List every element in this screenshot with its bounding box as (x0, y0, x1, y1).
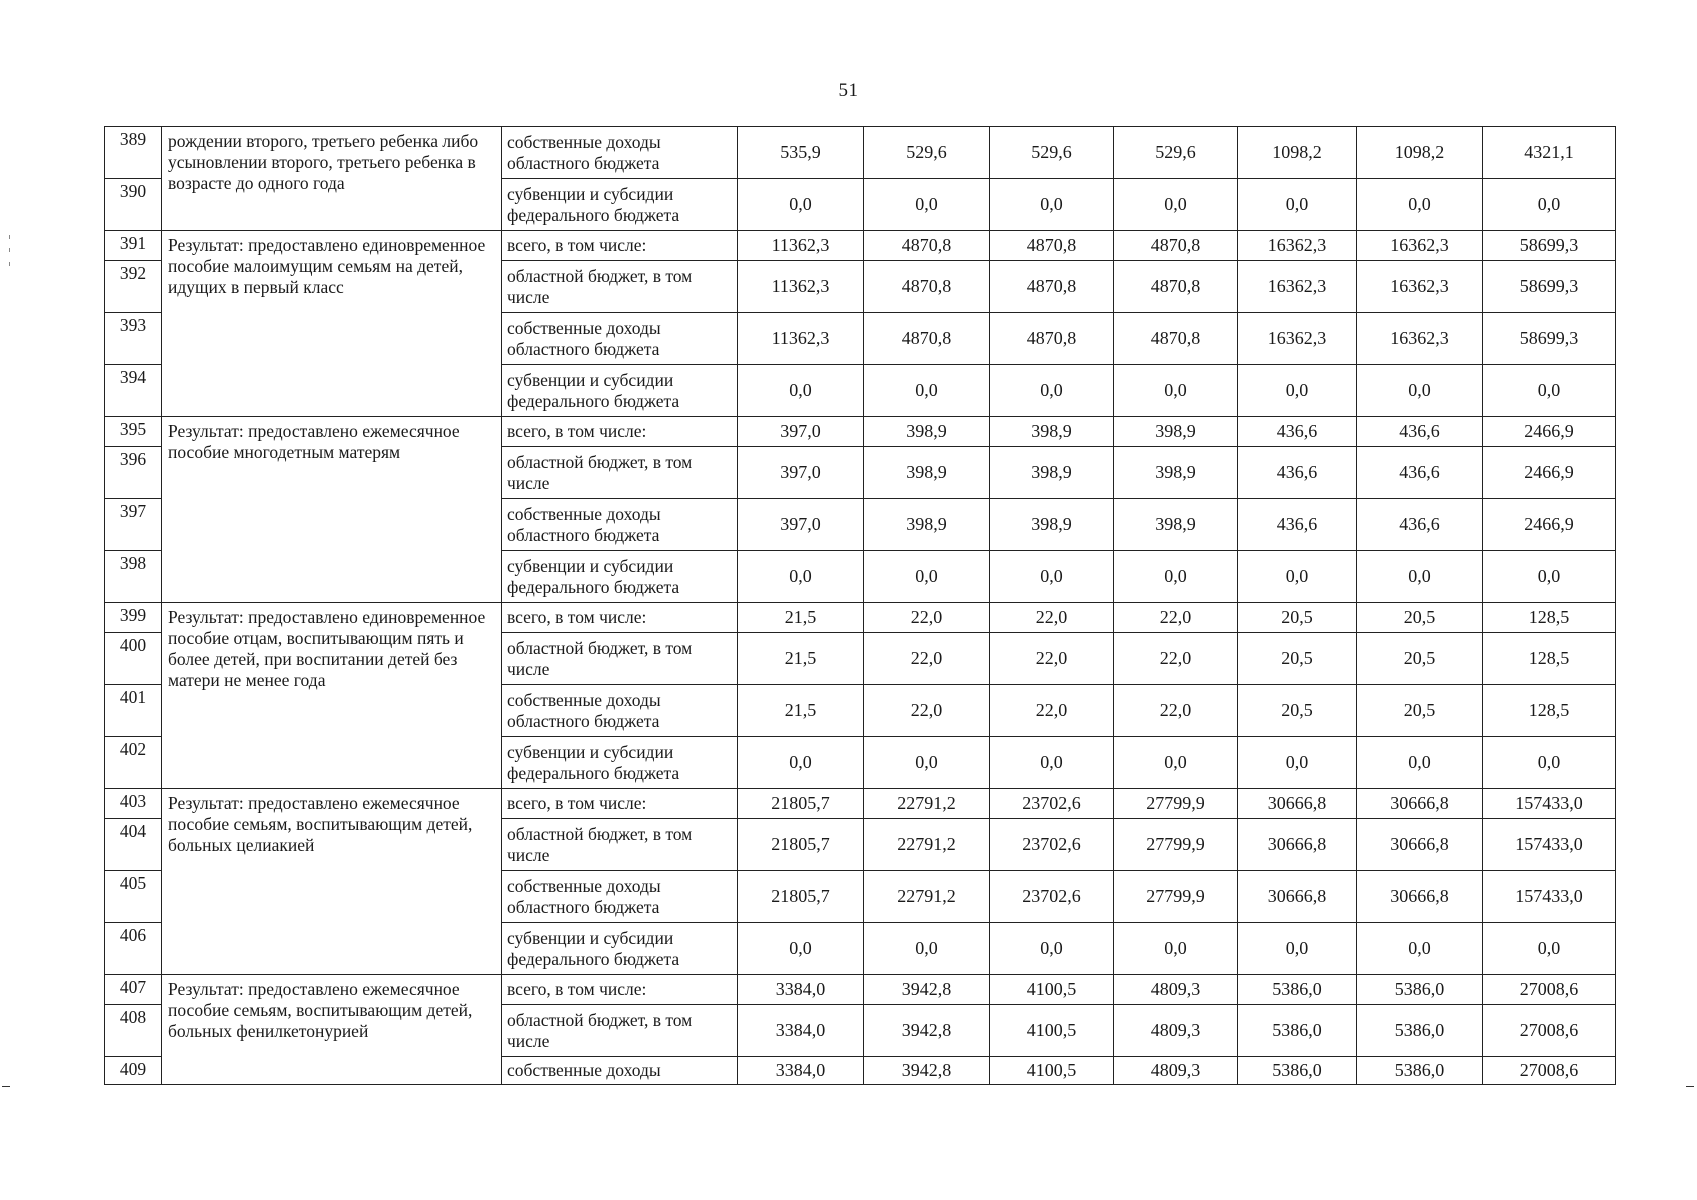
year-value: 22,0 (990, 685, 1114, 737)
margin-tick (9, 262, 10, 266)
year-value: 0,0 (1357, 923, 1483, 975)
year-value: 23702,6 (990, 819, 1114, 871)
table-row (105, 975, 1616, 1005)
funding-source: всего, в том числе: (502, 975, 738, 1005)
year-value: 4100,5 (990, 1057, 1114, 1085)
row-number: 405 (105, 871, 162, 923)
row-number: 406 (105, 923, 162, 975)
row-number: 400 (105, 633, 162, 685)
year-value: 436,6 (1238, 499, 1357, 551)
year-value: 30666,8 (1357, 871, 1483, 923)
year-value: 398,9 (1114, 417, 1238, 447)
row-number: 402 (105, 737, 162, 789)
year-value: 436,6 (1238, 447, 1357, 499)
year-value: 1098,2 (1357, 127, 1483, 179)
year-value: 5386,0 (1238, 975, 1357, 1005)
year-value: 27799,9 (1114, 819, 1238, 871)
year-value: 535,9 (738, 127, 864, 179)
year-value: 16362,3 (1238, 231, 1357, 261)
year-value: 4870,8 (864, 261, 990, 313)
year-value: 529,6 (864, 127, 990, 179)
total-value: 4321,1 (1483, 127, 1616, 179)
table-row (105, 603, 1616, 633)
total-value: 0,0 (1483, 737, 1616, 789)
year-value: 436,6 (1238, 417, 1357, 447)
result-description: Результат: предоставлено единовременное пособие отцам, воспитывающим пять и более детей, при воспитании детей без матери не менее года (162, 603, 502, 789)
year-value: 16362,3 (1238, 261, 1357, 313)
year-value: 20,5 (1357, 685, 1483, 737)
row-number: 399 (105, 603, 162, 633)
year-value: 398,9 (990, 447, 1114, 499)
year-value: 20,5 (1238, 685, 1357, 737)
year-value: 22791,2 (864, 871, 990, 923)
year-value: 0,0 (864, 179, 990, 231)
year-value: 5386,0 (1357, 1057, 1483, 1085)
year-value: 4870,8 (864, 313, 990, 365)
year-value: 0,0 (738, 551, 864, 603)
year-value: 30666,8 (1357, 819, 1483, 871)
year-value: 22,0 (1114, 633, 1238, 685)
year-value: 4870,8 (1114, 231, 1238, 261)
year-value: 1098,2 (1238, 127, 1357, 179)
row-number: 401 (105, 685, 162, 737)
result-description: Результат: предоставлено ежемесячное пособие семьям, воспитывающим детей, больных фенилкетонурией (162, 975, 502, 1085)
row-number: 394 (105, 365, 162, 417)
row-number: 403 (105, 789, 162, 819)
year-value: 0,0 (864, 365, 990, 417)
total-value: 0,0 (1483, 551, 1616, 603)
year-value: 22,0 (990, 633, 1114, 685)
year-value: 529,6 (1114, 127, 1238, 179)
year-value: 30666,8 (1238, 819, 1357, 871)
year-value: 0,0 (738, 737, 864, 789)
year-value: 21805,7 (738, 871, 864, 923)
year-value: 21,5 (738, 685, 864, 737)
total-value: 2466,9 (1483, 499, 1616, 551)
year-value: 3942,8 (864, 975, 990, 1005)
table-row (105, 789, 1616, 819)
year-value: 5386,0 (1238, 1005, 1357, 1057)
year-value: 3942,8 (864, 1005, 990, 1057)
year-value: 16362,3 (1238, 313, 1357, 365)
year-value: 4870,8 (1114, 313, 1238, 365)
funding-source: собственные доходы областного бюджета (502, 499, 738, 551)
year-value: 0,0 (1238, 179, 1357, 231)
year-value: 22,0 (864, 685, 990, 737)
year-value: 11362,3 (738, 313, 864, 365)
year-value: 397,0 (738, 417, 864, 447)
year-value: 4100,5 (990, 975, 1114, 1005)
page-number: 51 (838, 80, 859, 101)
result-description: рождении второго, третьего ребенка либо усыновлении второго, третьего ребенка в возрасте до одного года (162, 127, 502, 231)
funding-source: всего, в том числе: (502, 231, 738, 261)
year-value: 4809,3 (1114, 1057, 1238, 1085)
total-value: 157433,0 (1483, 819, 1616, 871)
year-value: 3384,0 (738, 1005, 864, 1057)
year-value: 398,9 (864, 447, 990, 499)
row-number: 389 (105, 127, 162, 179)
year-value: 20,5 (1357, 633, 1483, 685)
year-value: 4870,8 (1114, 261, 1238, 313)
table-row (105, 417, 1616, 447)
result-description: Результат: предоставлено единовременное пособие малоимущим семьям на детей, идущих в первый класс (162, 231, 502, 417)
year-value: 22791,2 (864, 789, 990, 819)
row-number: 391 (105, 231, 162, 261)
year-value: 0,0 (1114, 737, 1238, 789)
year-value: 0,0 (1357, 551, 1483, 603)
year-value: 21,5 (738, 633, 864, 685)
year-value: 20,5 (1238, 603, 1357, 633)
year-value: 30666,8 (1238, 789, 1357, 819)
year-value: 20,5 (1357, 603, 1483, 633)
total-value: 27008,6 (1483, 975, 1616, 1005)
funding-source: областной бюджет, в том числе (502, 1005, 738, 1057)
year-value: 30666,8 (1357, 789, 1483, 819)
row-number: 390 (105, 179, 162, 231)
year-value: 436,6 (1357, 417, 1483, 447)
year-value: 0,0 (864, 923, 990, 975)
year-value: 398,9 (864, 417, 990, 447)
year-value: 0,0 (1114, 923, 1238, 975)
funding-source: субвенции и субсидии федерального бюджета (502, 179, 738, 231)
year-value: 5386,0 (1238, 1057, 1357, 1085)
year-value: 22791,2 (864, 819, 990, 871)
funding-source: собственные доходы областного бюджета (502, 685, 738, 737)
year-value: 22,0 (1114, 685, 1238, 737)
year-value: 0,0 (1238, 737, 1357, 789)
year-value: 0,0 (990, 737, 1114, 789)
row-number: 408 (105, 1005, 162, 1057)
funding-source: областной бюджет, в том числе (502, 633, 738, 685)
year-value: 16362,3 (1357, 313, 1483, 365)
year-value: 4870,8 (990, 313, 1114, 365)
year-value: 0,0 (990, 923, 1114, 975)
row-number: 407 (105, 975, 162, 1005)
year-value: 0,0 (864, 737, 990, 789)
year-value: 5386,0 (1357, 975, 1483, 1005)
total-value: 2466,9 (1483, 417, 1616, 447)
year-value: 21805,7 (738, 819, 864, 871)
total-value: 58699,3 (1483, 313, 1616, 365)
total-value: 0,0 (1483, 923, 1616, 975)
funding-source: субвенции и субсидии федерального бюджета (502, 737, 738, 789)
year-value: 20,5 (1238, 633, 1357, 685)
year-value: 398,9 (864, 499, 990, 551)
margin-tick (9, 248, 10, 252)
year-value: 22,0 (864, 603, 990, 633)
year-value: 0,0 (1357, 737, 1483, 789)
row-number: 398 (105, 551, 162, 603)
year-value: 397,0 (738, 499, 864, 551)
margin-mark-right (1686, 1086, 1694, 1087)
year-value: 3384,0 (738, 1057, 864, 1085)
funding-source: собственные доходы областного бюджета (502, 871, 738, 923)
table-row (105, 127, 1616, 179)
margin-tick (9, 235, 10, 239)
year-value: 16362,3 (1357, 261, 1483, 313)
year-value: 397,0 (738, 447, 864, 499)
margin-mark-left (2, 1086, 10, 1087)
year-value: 398,9 (990, 417, 1114, 447)
funding-source: собственные доходы областного бюджета (502, 313, 738, 365)
year-value: 0,0 (1114, 365, 1238, 417)
total-value: 128,5 (1483, 603, 1616, 633)
row-number: 397 (105, 499, 162, 551)
year-value: 4870,8 (990, 261, 1114, 313)
funding-source: субвенции и субсидии федерального бюджета (502, 923, 738, 975)
year-value: 27799,9 (1114, 789, 1238, 819)
total-value: 58699,3 (1483, 261, 1616, 313)
year-value: 11362,3 (738, 231, 864, 261)
year-value: 0,0 (1114, 551, 1238, 603)
year-value: 0,0 (1114, 179, 1238, 231)
year-value: 21805,7 (738, 789, 864, 819)
year-value: 0,0 (1357, 179, 1483, 231)
year-value: 0,0 (1238, 923, 1357, 975)
total-value: 157433,0 (1483, 871, 1616, 923)
year-value: 436,6 (1357, 499, 1483, 551)
total-value: 2466,9 (1483, 447, 1616, 499)
result-description: Результат: предоставлено ежемесячное пособие многодетным матерям (162, 417, 502, 603)
year-value: 398,9 (1114, 447, 1238, 499)
total-value: 128,5 (1483, 633, 1616, 685)
row-number: 404 (105, 819, 162, 871)
year-value: 0,0 (1238, 365, 1357, 417)
year-value: 0,0 (990, 179, 1114, 231)
year-value: 4809,3 (1114, 1005, 1238, 1057)
total-value: 128,5 (1483, 685, 1616, 737)
result-description: Результат: предоставлено ежемесячное пособие семьям, воспитывающим детей, больных целиакией (162, 789, 502, 975)
row-number: 396 (105, 447, 162, 499)
year-value: 11362,3 (738, 261, 864, 313)
funding-source: областной бюджет, в том числе (502, 447, 738, 499)
funding-source: субвенции и субсидии федерального бюджета (502, 365, 738, 417)
table-body (105, 127, 1616, 1085)
year-value: 4809,3 (1114, 975, 1238, 1005)
year-value: 23702,6 (990, 871, 1114, 923)
year-value: 0,0 (738, 365, 864, 417)
year-value: 0,0 (1238, 551, 1357, 603)
total-value: 58699,3 (1483, 231, 1616, 261)
year-value: 3384,0 (738, 975, 864, 1005)
year-value: 30666,8 (1238, 871, 1357, 923)
row-number: 393 (105, 313, 162, 365)
year-value: 4870,8 (990, 231, 1114, 261)
row-number: 409 (105, 1057, 162, 1085)
year-value: 4870,8 (864, 231, 990, 261)
year-value: 21,5 (738, 603, 864, 633)
year-value: 0,0 (990, 365, 1114, 417)
year-value: 436,6 (1357, 447, 1483, 499)
year-value: 0,0 (864, 551, 990, 603)
funding-source: всего, в том числе: (502, 789, 738, 819)
total-value: 157433,0 (1483, 789, 1616, 819)
funding-source: областной бюджет, в том числе (502, 819, 738, 871)
year-value: 529,6 (990, 127, 1114, 179)
funding-source: областной бюджет, в том числе (502, 261, 738, 313)
budget-table (104, 126, 1616, 1085)
year-value: 0,0 (738, 179, 864, 231)
row-number: 392 (105, 261, 162, 313)
year-value: 22,0 (990, 603, 1114, 633)
funding-source: собственные доходы (502, 1057, 738, 1085)
year-value: 0,0 (990, 551, 1114, 603)
year-value: 0,0 (1357, 365, 1483, 417)
year-value: 16362,3 (1357, 231, 1483, 261)
row-number: 395 (105, 417, 162, 447)
total-value: 0,0 (1483, 365, 1616, 417)
year-value: 22,0 (1114, 603, 1238, 633)
year-value: 398,9 (990, 499, 1114, 551)
year-value: 27799,9 (1114, 871, 1238, 923)
year-value: 22,0 (864, 633, 990, 685)
year-value: 3942,8 (864, 1057, 990, 1085)
year-value: 5386,0 (1357, 1005, 1483, 1057)
funding-source: всего, в том числе: (502, 417, 738, 447)
year-value: 398,9 (1114, 499, 1238, 551)
funding-source: субвенции и субсидии федерального бюджета (502, 551, 738, 603)
funding-source: собственные доходы областного бюджета (502, 127, 738, 179)
year-value: 4100,5 (990, 1005, 1114, 1057)
total-value: 0,0 (1483, 179, 1616, 231)
funding-source: всего, в том числе: (502, 603, 738, 633)
total-value: 27008,6 (1483, 1057, 1616, 1085)
year-value: 0,0 (738, 923, 864, 975)
year-value: 23702,6 (990, 789, 1114, 819)
total-value: 27008,6 (1483, 1005, 1616, 1057)
table-row (105, 231, 1616, 261)
